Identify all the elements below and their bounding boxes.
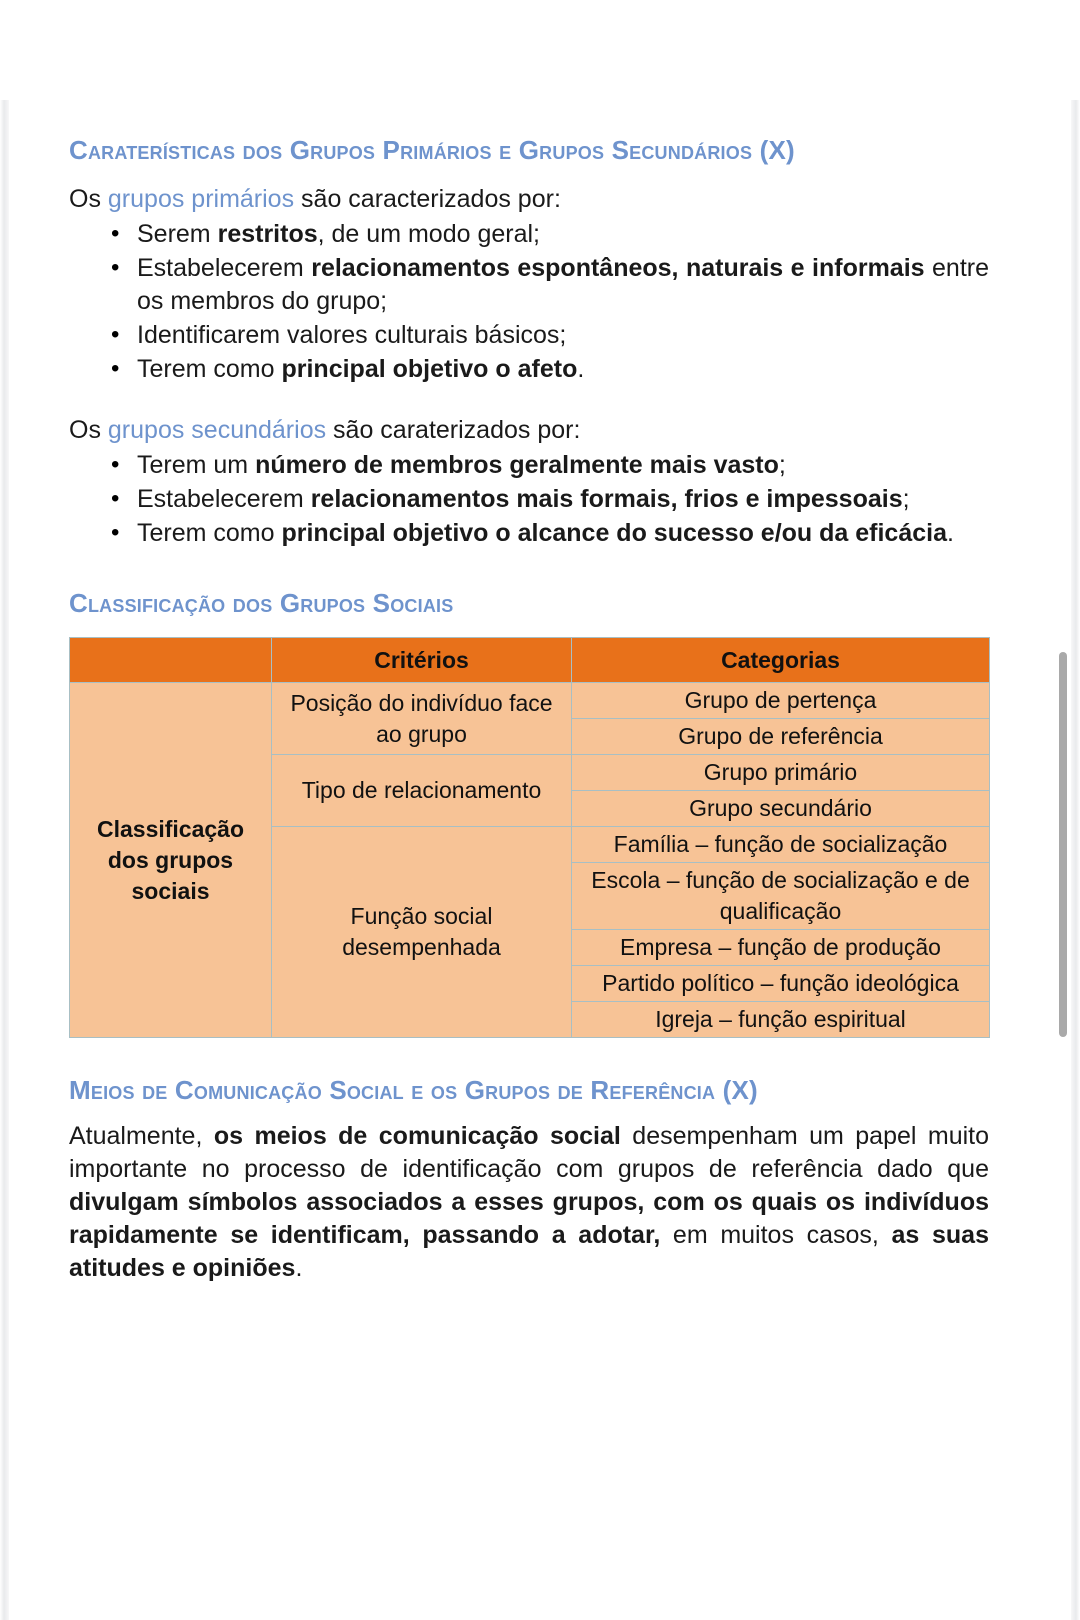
secondary-groups-bullet-list bbox=[69, 449, 989, 550]
list-item: • Estabelecerem relacionamentos espontâneos, naturais e informais entre os membros do grupo; bbox=[69, 252, 989, 318]
table-cell-categoria-2: Grupo primário bbox=[572, 755, 990, 791]
table-cell-categoria-3: Grupo secundário bbox=[572, 791, 990, 827]
table-header-blank bbox=[70, 638, 272, 683]
spacer-between-lists bbox=[69, 387, 989, 413]
table-header-categorias: Categorias bbox=[572, 638, 990, 683]
list-item: • Serem restritos, de um modo geral; bbox=[69, 218, 989, 251]
document-page bbox=[9, 100, 1071, 1620]
table-cell-categoria-5: Escola – função de socialização e de qualificação bbox=[572, 863, 990, 930]
table-cell-categoria-0: Grupo de pertença bbox=[572, 683, 990, 719]
heading-classificacao-grupos-sociais: Classificação dos Grupos Sociais bbox=[69, 588, 454, 618]
table-cell-row-label: Classificação dos grupos sociais bbox=[70, 683, 272, 1038]
table-cell-criterio-2: Função social desempenhada bbox=[272, 827, 572, 1038]
secondary-lead-prefix: Os bbox=[69, 416, 108, 444]
primary-groups-bullet-list bbox=[69, 218, 989, 386]
heading-caracteristicas-grupos: Caraterísticas dos Grupos Primários e Grupos Secundários (X) bbox=[69, 135, 795, 165]
list-item: • Terem como principal objetivo o alcance do sucesso e/ou da eficácia. bbox=[69, 517, 989, 550]
table-header-criterios: Critérios bbox=[272, 638, 572, 683]
vertical-scrollbar-thumb[interactable] bbox=[1059, 652, 1067, 1037]
primary-lead-suffix: são caracterizados por: bbox=[294, 185, 561, 213]
table-cell-categoria-6: Empresa – função de produção bbox=[572, 930, 990, 966]
secondary-lead-keyword: grupos secundários bbox=[107, 416, 327, 444]
table-cell-categoria-8: Igreja – função espiritual bbox=[572, 1002, 990, 1038]
list-item: • Estabelecerem relacionamentos mais formais, frios e impessoais; bbox=[69, 483, 989, 516]
classification-table bbox=[69, 637, 990, 1038]
primary-groups-lead bbox=[69, 182, 989, 216]
list-item: • Terem um número de membros geralmente mais vasto; bbox=[69, 449, 989, 482]
table-cell-criterio-1: Tipo de relacionamento bbox=[272, 755, 572, 827]
list-item: • Terem como principal objetivo o afeto. bbox=[69, 353, 989, 386]
final-paragraph: Atualmente, os meios de comunicação social desempenham um papel muito importante no processo de identificação com grupos de referência dado que divulgam símbolos associados a esses grupos, com os quais os indivíduos rapidamente se identificam, passando a adotar, em muitos casos, as suas atitudes e opiniões. bbox=[69, 1122, 990, 1282]
table-body bbox=[70, 683, 990, 1038]
vertical-scrollbar-track[interactable] bbox=[1064, 100, 1074, 1620]
secondary-groups-lead bbox=[69, 413, 989, 447]
page-edge-left bbox=[0, 100, 9, 1620]
page-top-gap bbox=[0, 0, 1080, 100]
table-head bbox=[70, 638, 990, 683]
table-cell-categoria-7: Partido político – função ideológica bbox=[572, 966, 990, 1002]
page-content bbox=[69, 132, 989, 1285]
table-cell-criterio-0: Posição do indivíduo face ao grupo bbox=[272, 683, 572, 755]
spacer-before-heading-2 bbox=[69, 551, 989, 585]
primary-lead-prefix: Os bbox=[69, 185, 108, 213]
spacer-before-heading-3 bbox=[69, 1038, 989, 1072]
table-header-row bbox=[70, 638, 990, 683]
list-item: • Identificarem valores culturais básicos; bbox=[69, 319, 989, 352]
primary-lead-keyword: grupos primários bbox=[107, 185, 295, 213]
heading-meios-comunicacao-social: Meios de Comunicação Social e os Grupos de Referência (X) bbox=[69, 1075, 758, 1105]
table-row bbox=[70, 683, 990, 719]
table-cell-categoria-4: Família – função de socialização bbox=[572, 827, 990, 863]
secondary-lead-suffix: são caraterizados por: bbox=[326, 416, 581, 444]
table-cell-categoria-1: Grupo de referência bbox=[572, 719, 990, 755]
